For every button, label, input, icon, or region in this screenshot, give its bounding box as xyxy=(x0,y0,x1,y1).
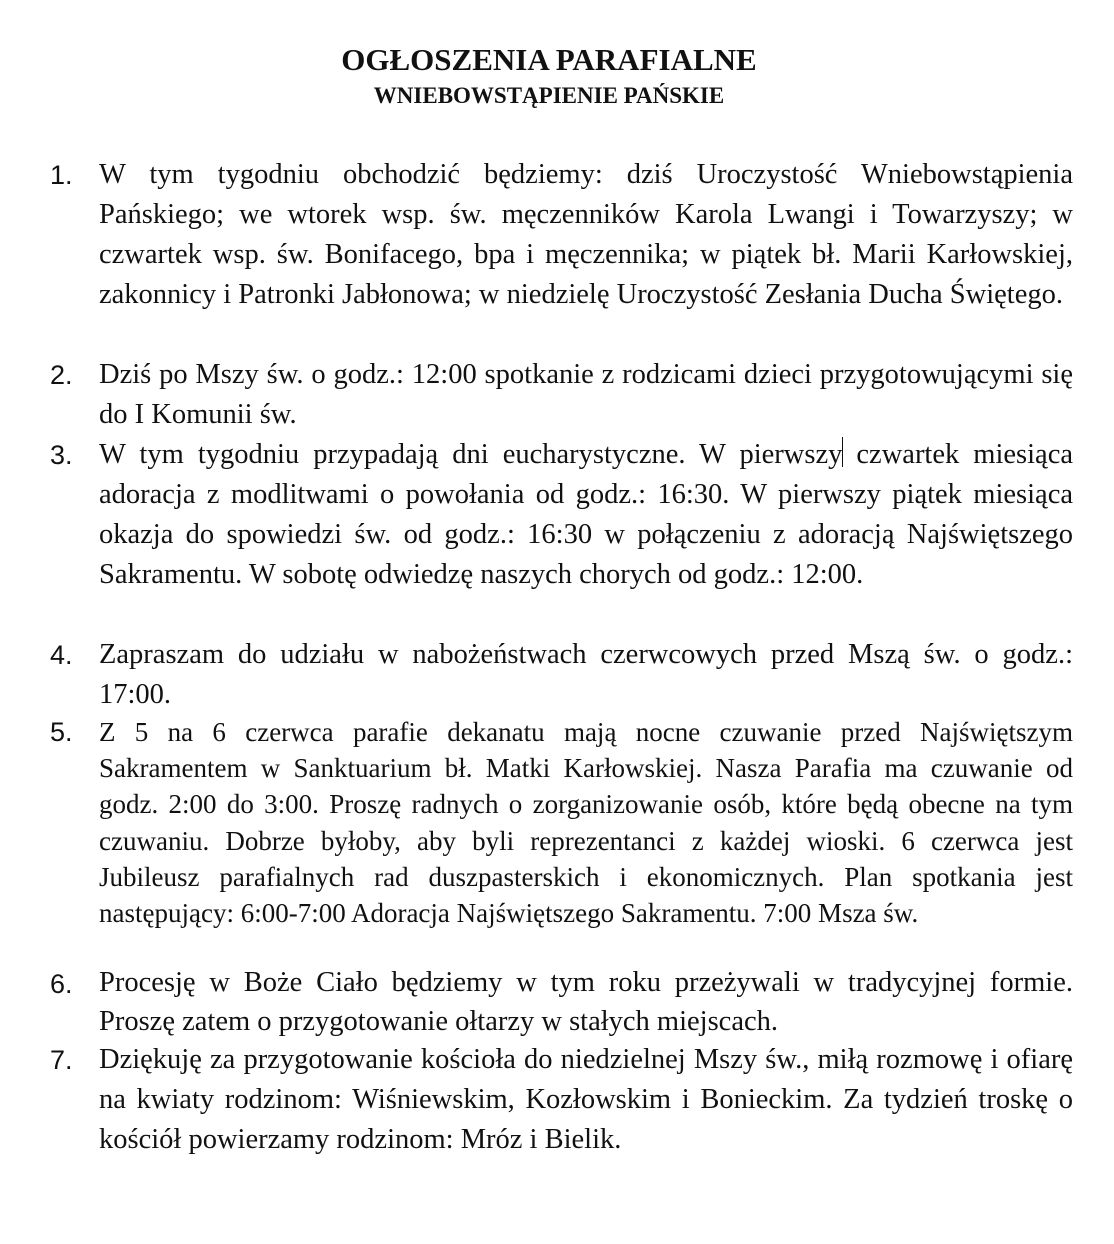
item-text: Dziś po Mszy św. o godz.: 12:00 spotkanie z rodzicami dzieci przygotowującymi się do I Komunii św. xyxy=(99,359,1073,430)
item-text-before-cursor: W tym tygodniu przypadają dni eucharystyczne. W pierwszy xyxy=(99,439,843,470)
item-number: 1. xyxy=(50,160,73,190)
item-number: 5. xyxy=(50,717,73,747)
document-title: OGŁOSZENIA PARAFIALNE xyxy=(341,42,757,77)
item-number: 7. xyxy=(50,1045,73,1075)
item-number: 3. xyxy=(50,440,73,470)
item-number: 6. xyxy=(50,969,73,999)
item-text: Z 5 na 6 czerwca parafie dekanatu mają nocne czuwanie przed Najświętszym Sakramentem w Sanktuarium bł. Matki Karłowskiej. Nasza Parafia ma czuwanie od godz. 2:00 do 3:00. Proszę radnych o zorganizowanie osób, które będą obecne na tym czuwaniu. Dobrze byłoby, aby byli reprezentanci z każdej wioski. 6 czerwca jest Jubileusz parafialnych rad duszpasterskich i ekonomicznych. Plan spotkania jest następujący: 6:00-7:00 Adoracja Najświętszego Sakramentu. 7:00 Msza św. xyxy=(99,717,1073,929)
item-text: Zapraszam do udziału w nabożeństwach czerwcowych przed Mszą św. o godz.: 17:00. xyxy=(99,639,1073,710)
document-subtitle: WNIEBOWSTĄPIENIE PAŃSKIE xyxy=(373,83,725,108)
item-text xyxy=(99,435,1073,595)
item-number: 4. xyxy=(50,640,73,670)
item-text: W tym tygodniu obchodzić będziemy: dziś Uroczystość Wniebowstąpienia Pańskiego; we wtorek wsp. św. męczenników Karola Lwangi i Towarzyszy; w czwartek wsp. św. Bonifacego, bpa i męczennika; w piątek bł. Marii Karłowskiej, zakonnicy i Patronki Jabłonowa; w niedzielę Uroczystość Zesłania Ducha Świętego. xyxy=(99,159,1073,310)
item-number: 2. xyxy=(50,360,73,390)
item-text-after-cursor: czwartek miesiąca adoracja z modlitwami o powołania od godz.: 16:30. W pierwszy piątek miesiąca okazja do spowiedzi św. od godz.: 16:30 w połączeniu z adoracją Najświętszego Sakramentu. W sobotę odwiedzę naszych chorych od godz.: 12:00. xyxy=(99,439,1073,590)
item-text: Dziękuję za przygotowanie kościoła do niedzielnej Mszy św., miłą rozmowę i ofiarę na kwiaty rodzinom: Wiśniewskim, Kozłowskim i Bonieckim. Za tydzień troskę o kościół powierzamy rodzinom: Mróz i Bielik. xyxy=(99,1044,1073,1155)
item-text: Procesję w Boże Ciało będziemy w tym roku przeżywali w tradycyjnej formie. Proszę zatem o przygotowanie ołtarzy w stałych miejscach. xyxy=(99,967,1073,1037)
